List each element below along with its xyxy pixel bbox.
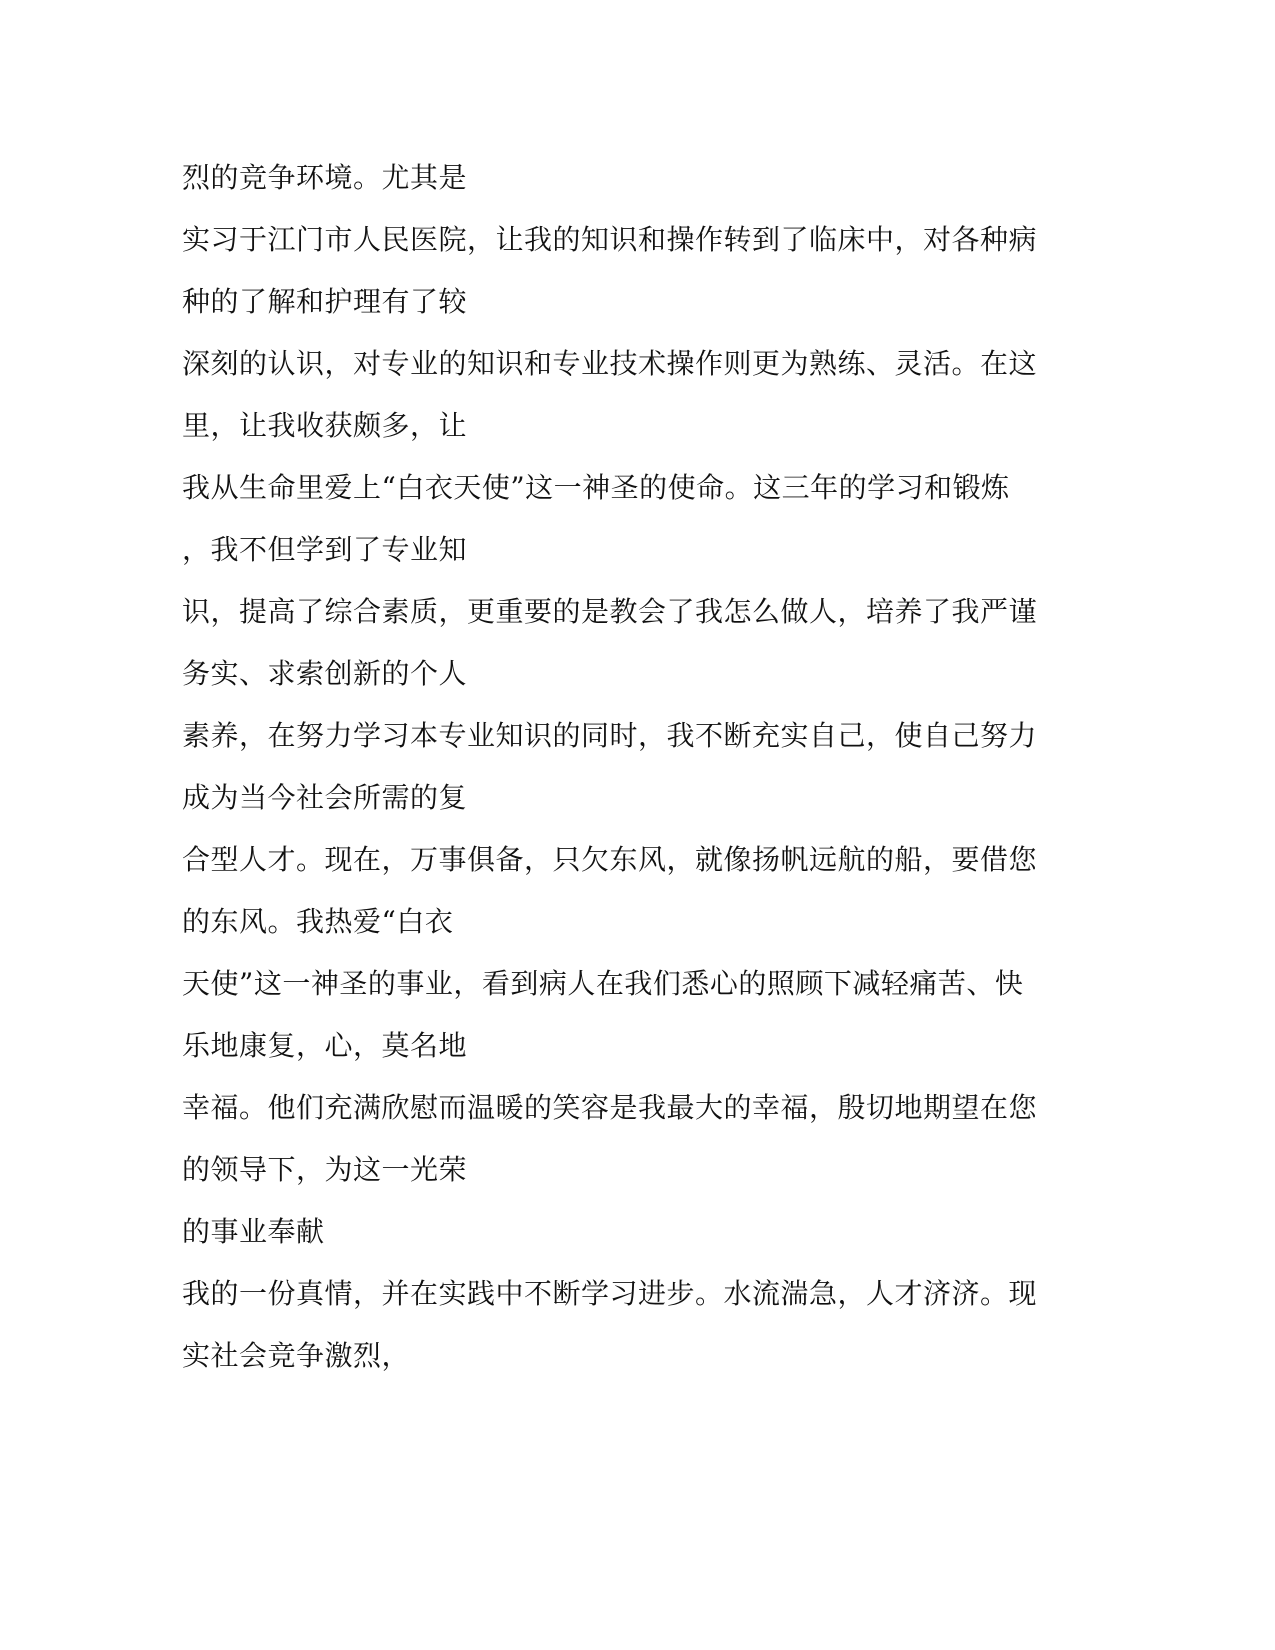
text-line: 种的了解和护理有了较 (182, 285, 468, 318)
text-line: 务实、求索创新的个人 (182, 657, 468, 690)
text-line: 实习于江门市人民医院，让我的知识和操作转到了临床中，对各种病 (182, 223, 1038, 256)
text-line: 素养，在努力学习本专业知识的同时，我不断充实自己，使自己努力 (182, 719, 1038, 752)
body-text (182, 152, 1062, 1392)
text-line: 成为当今社会所需的复 (182, 781, 468, 814)
text-line: ，我不但学到了专业知 (182, 533, 468, 566)
text-line: 的领导下，为这一光荣 (182, 1153, 468, 1186)
text-line: 里，让我收获颇多，让 (182, 409, 468, 442)
text-line: 天使”这一神圣的事业，看到病人在我们悉心的照顾下减轻痛苦、快 (182, 967, 1024, 1000)
text-line: 深刻的认识，对专业的知识和专业技术操作则更为熟练、灵活。在这 (182, 347, 1038, 380)
text-line: 幸福。他们充满欣慰而温暖的笑容是我最大的幸福，殷切地期望在您 (182, 1091, 1038, 1124)
text-line: 实社会竞争激烈， (182, 1339, 411, 1372)
text-line: 乐地康复，心，莫名地 (182, 1029, 468, 1062)
text-line: 我从生命里爱上“白衣天使”这一神圣的使命。这三年的学习和锻炼 (182, 471, 1010, 504)
text-line: 的东风。我热爱“白衣 (182, 905, 454, 938)
text-line: 烈的竞争环境。尤其是 (182, 161, 468, 194)
text-line: 合型人才。现在，万事俱备，只欠东风，就像扬帆远航的船，要借您 (182, 843, 1038, 876)
text-line: 识，提高了综合素质，更重要的是教会了我怎么做人，培养了我严谨 (182, 595, 1038, 628)
text-line: 的事业奉献 (182, 1215, 325, 1248)
text-line: 我的一份真情，并在实践中不断学习进步。水流湍急，人才济济。现 (182, 1277, 1038, 1310)
